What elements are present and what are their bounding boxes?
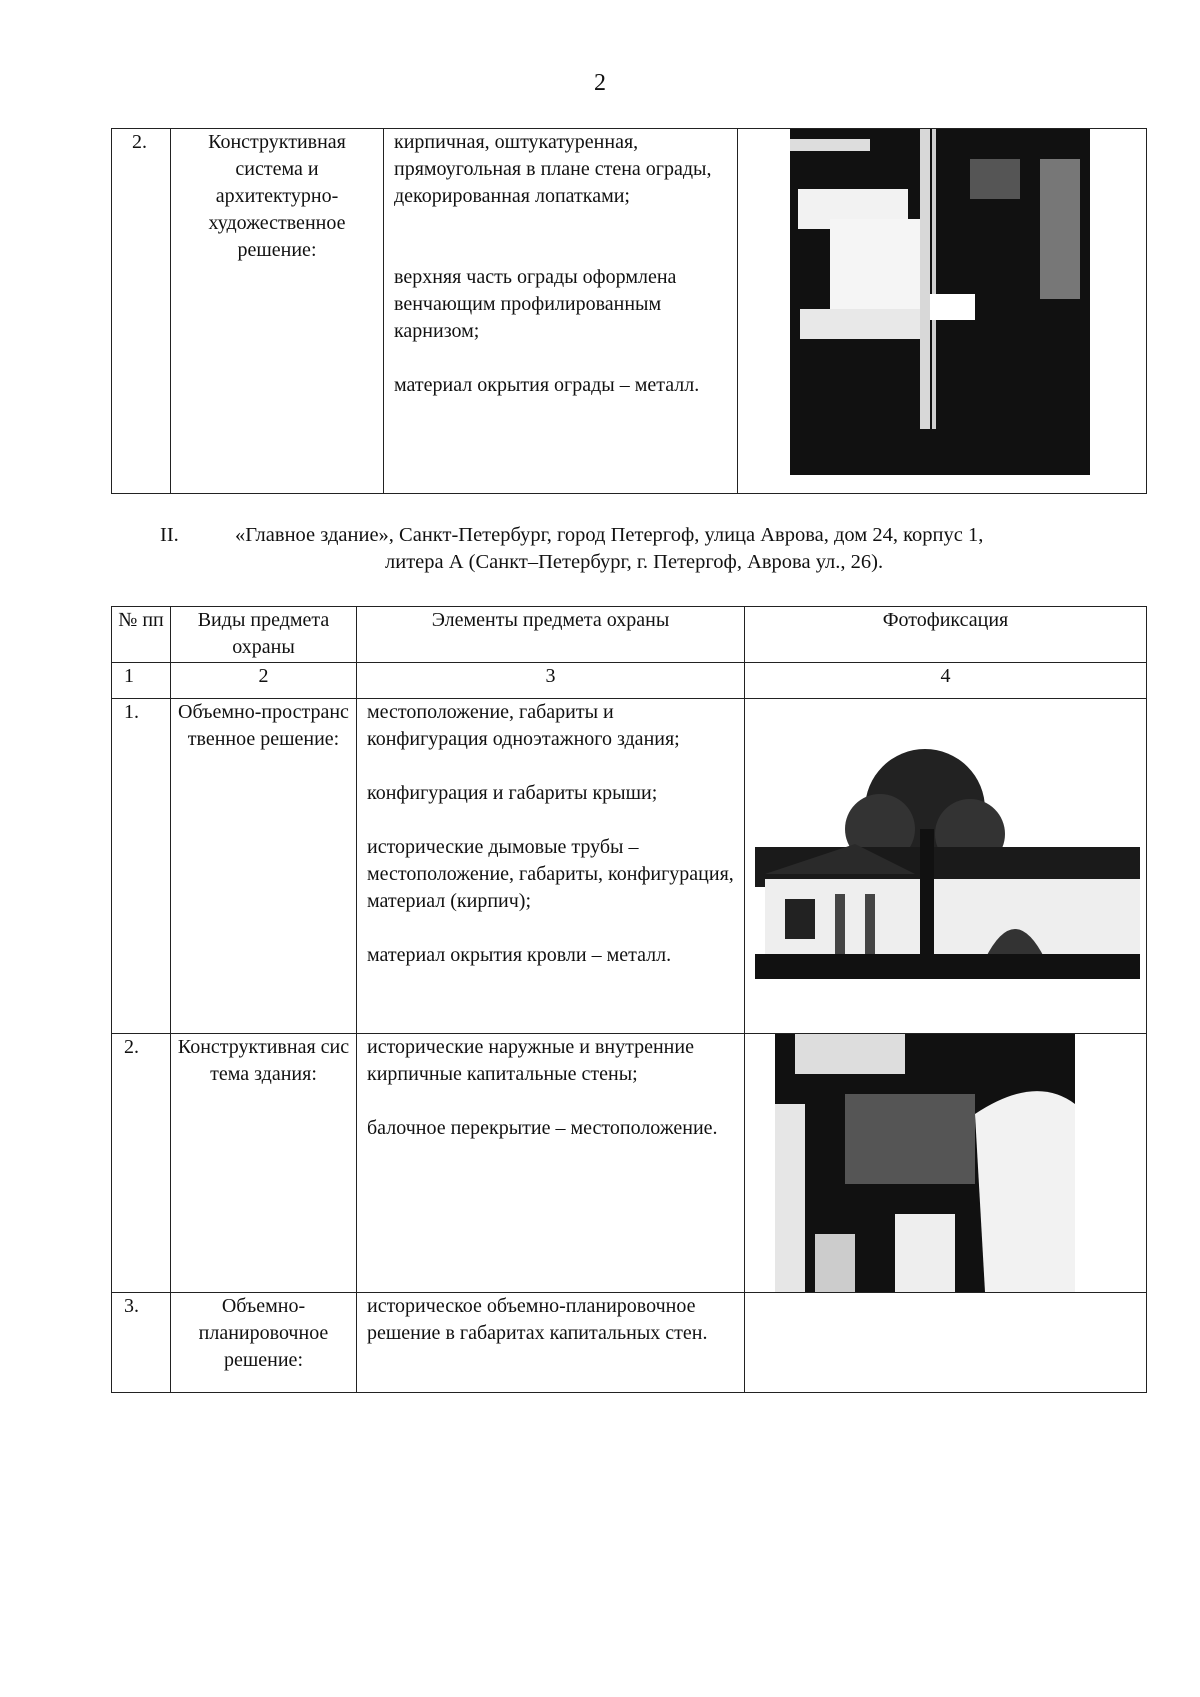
element-text: конфигурация и габариты крыши; [367,782,658,804]
section-number: II. [160,524,179,546]
row-number: 2. [112,129,171,494]
header-cell: № пп [112,607,171,663]
element-text: кирпичная, оштукатуренная, прямоугольная в плане стена ограды, декорированная лопатками; [394,131,712,207]
element-text: историческое объемно-планировочное решение в габаритах капитальных стен. [367,1295,708,1344]
column-number: 3 [357,663,745,699]
protection-kind: Объемно-пространственное решение: [171,699,357,1034]
table-row [112,129,1147,494]
column-number: 1 [112,663,171,699]
column-number-row [112,663,1147,699]
section-title-line1: «Главное здание», Санкт-Петербург, город Петергоф, улица Аврова, дом 24, корпус 1, [235,524,984,546]
table-row [112,699,1147,1034]
table-header-row [112,607,1147,663]
row-number: 1. [112,699,171,1034]
page-number: 2 [594,70,606,96]
fence-photo-icon [790,129,1090,475]
protection-kind: Конструктивная система и архитектурно-художественное решение: [171,129,384,494]
element-text: материал окрытия кровли – металл. [367,944,672,966]
element-text: балочное перекрытие – местоположение. [367,1117,718,1139]
element-text: исторические наружные и внутренние кирпичные капитальные стены; [367,1036,694,1085]
column-number: 4 [745,663,1147,699]
table-row [112,1034,1147,1293]
row-number: 3. [112,1293,171,1393]
protection-kind: Конструктивная система здания: [171,1034,357,1293]
building-photo-icon [755,729,1140,979]
element-text: материал окрытия ограды – металл. [394,374,700,396]
empty-photo-cell [745,1293,1147,1393]
header-cell: Элементы предмета охраны [357,607,745,663]
section-title-line2: литера А (Санкт–Петербург, г. Петергоф, Аврова ул., 26). [385,551,884,573]
interior-photo-icon [775,1034,1075,1292]
column-number: 2 [171,663,357,699]
element-text: местоположение, габариты и конфигурация одноэтажного здания; [367,701,680,750]
header-cell: Виды предмета охраны [171,607,357,663]
table-row [112,1293,1147,1393]
row-number: 2. [112,1034,171,1293]
protection-kind: Объемно-планировочное решение: [171,1293,357,1393]
element-text: исторические дымовые трубы – местоположение, габариты, конфигурация, материал (кирпич); [367,836,734,912]
main-building-table [111,606,1147,1393]
header-cell: Фотофиксация [745,607,1147,663]
element-text: верхняя часть ограды оформлена венчающим профилированным карнизом; [394,266,677,342]
fence-table [111,128,1147,494]
